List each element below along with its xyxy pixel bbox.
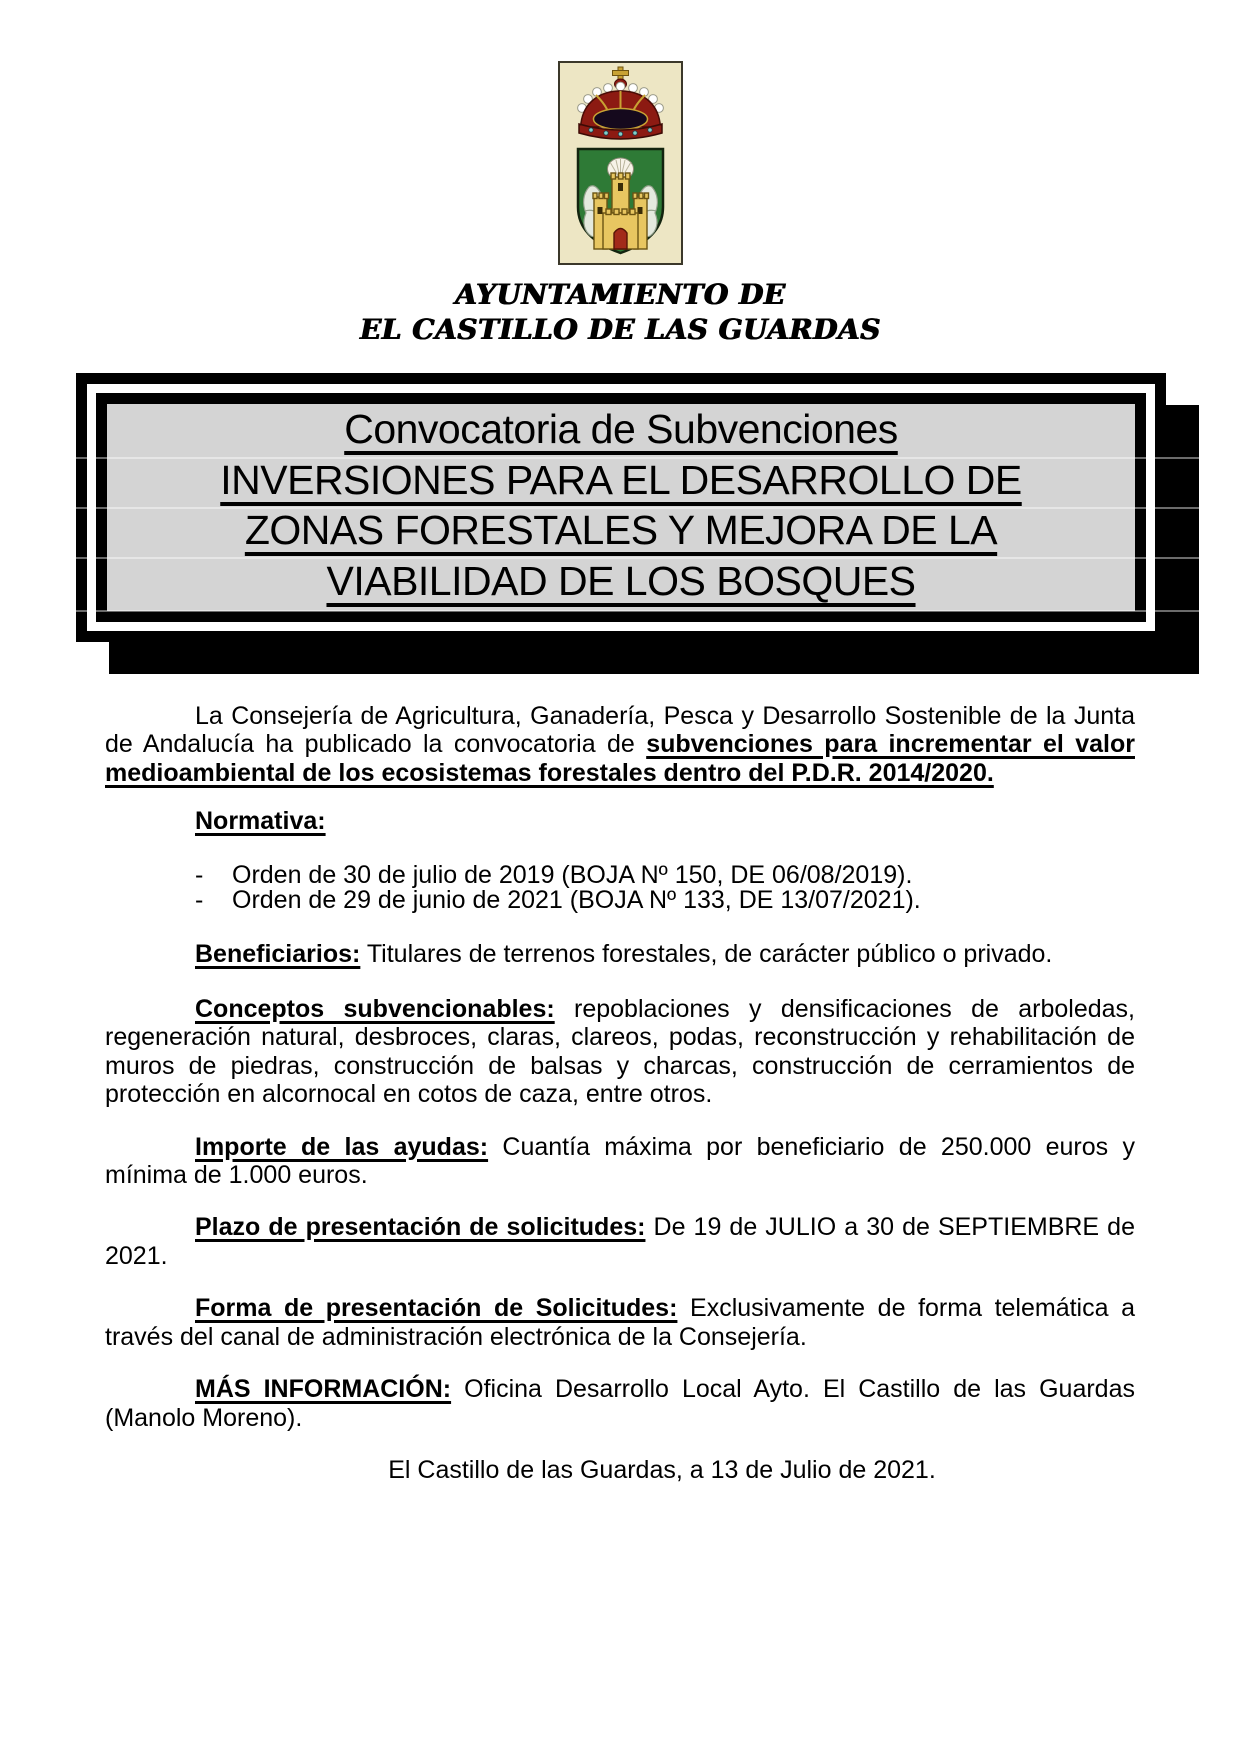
- org-name-line2: EL CASTILLO DE LAS GUARDAS: [360, 313, 881, 346]
- list-dash: -: [195, 860, 204, 889]
- title-line-3: ZONAS FORESTALES Y MEJORA DE LA: [244, 507, 998, 554]
- normativa-heading: Normativa:: [195, 807, 326, 836]
- table-gridline: [60, 557, 1210, 559]
- list-item-text: Orden de 29 de junio de 2021 (BOJA Nº 133, DE 13/07/2021).: [232, 885, 921, 914]
- importe-text: Cuantía máxima por beneficiario de 250.000 euros y mínima de 1.000 euros.: [105, 1132, 1135, 1190]
- title-line-4: VIABILIDAD DE LOS BOSQUES: [326, 558, 916, 605]
- importe-paragraph: Importe de las ayudas: Cuantía máxima por beneficiario de 250.000 euros y mínima de 1.000 euros.: [105, 1132, 1135, 1190]
- list-dash: -: [195, 885, 204, 914]
- forma-text: Exclusivamente de forma telemática a través del canal de administración electrónica de la Consejería.: [105, 1294, 1136, 1351]
- list-item: [105, 885, 1135, 914]
- municipal-coat-of-arms: [558, 61, 683, 265]
- title-line-2: INVERSIONES PARA EL DESARROLLO DE: [220, 456, 1022, 503]
- table-gridline: [60, 457, 1210, 459]
- shield-icon: [578, 149, 663, 253]
- org-name-line1: AYUNTAMIENTO DE: [455, 278, 786, 311]
- conceptos-text: repoblaciones y densificaciones de arboledas, regeneración natural, desbroces, claras, clareos, podas, reconstrucción y rehabilitación de muros de piedras, construcción de balsas y charcas, construcción de cerramientos de protección en alcornocal en cotos de caza, entre otros.: [105, 995, 1135, 1109]
- plazo-text: De 19 de JULIO a 30 de SEPTIEMBRE de 2021.: [105, 1213, 1135, 1270]
- plazo-paragraph: Plazo de presentación de solicitudes: De 19 de JULIO a 30 de SEPTIEMBRE de 2021.: [105, 1213, 1135, 1270]
- mas-informacion-text: Oficina Desarrollo Local Ayto. El Castillo de las Guardas (Manolo Moreno).: [105, 1375, 1135, 1432]
- title-line-1: Convocatoria de Subvenciones: [344, 406, 898, 452]
- forma-paragraph: Forma de presentación de Solicitudes: Exclusivamente de forma telemática a través del canal de administración electrónica de la Consejería.: [105, 1294, 1136, 1351]
- coat-of-arms-graphic: [558, 61, 683, 265]
- announcement-body: [105, 702, 1135, 1484]
- beneficiarios-text: Titulares de terrenos forestales, de carácter público o privado.: [360, 939, 1053, 968]
- table-gridline: [60, 610, 1210, 612]
- dateline: El Castillo de las Guardas, a 13 de Julio de 2021.: [388, 1455, 936, 1484]
- normativa-list: [105, 860, 1135, 914]
- intro-text: La Consejería de Agricultura, Ganadería, Pesca y Desarrollo Sostenible de la Junta de Andalucía ha publicado la convocatoria de: [105, 702, 1135, 759]
- mas-informacion-paragraph: MÁS INFORMACIÓN: Oficina Desarrollo Local Ayto. El Castillo de las Guardas (Manolo Moreno).: [105, 1375, 1135, 1432]
- announcement-title-box: [76, 373, 1166, 642]
- table-gridline: [60, 507, 1210, 509]
- list-item: [105, 860, 1135, 889]
- intro-paragraph: [105, 702, 1135, 787]
- beneficiarios-paragraph: Beneficiarios: Titulares de terrenos forestales, de carácter público o privado.: [195, 939, 1053, 968]
- conceptos-paragraph: Conceptos subvencionables: repoblaciones y densificaciones de arboledas, regeneración natural, desbroces, claras, clareos, podas, reconstrucción y rehabilitación de muros de piedras, construcción de balsas y charcas, construcción de cerramientos de protección en alcornocal en cotos de caza, entre otros.: [105, 995, 1135, 1109]
- list-item-text: Orden de 30 de julio de 2019 (BOJA Nº 150, DE 06/08/2019).: [232, 860, 913, 889]
- intro-highlight: subvenciones para incrementar el valor medioambiental de los ecosistemas forestales dentro del P.D.R. 2014/2020.: [105, 730, 1135, 787]
